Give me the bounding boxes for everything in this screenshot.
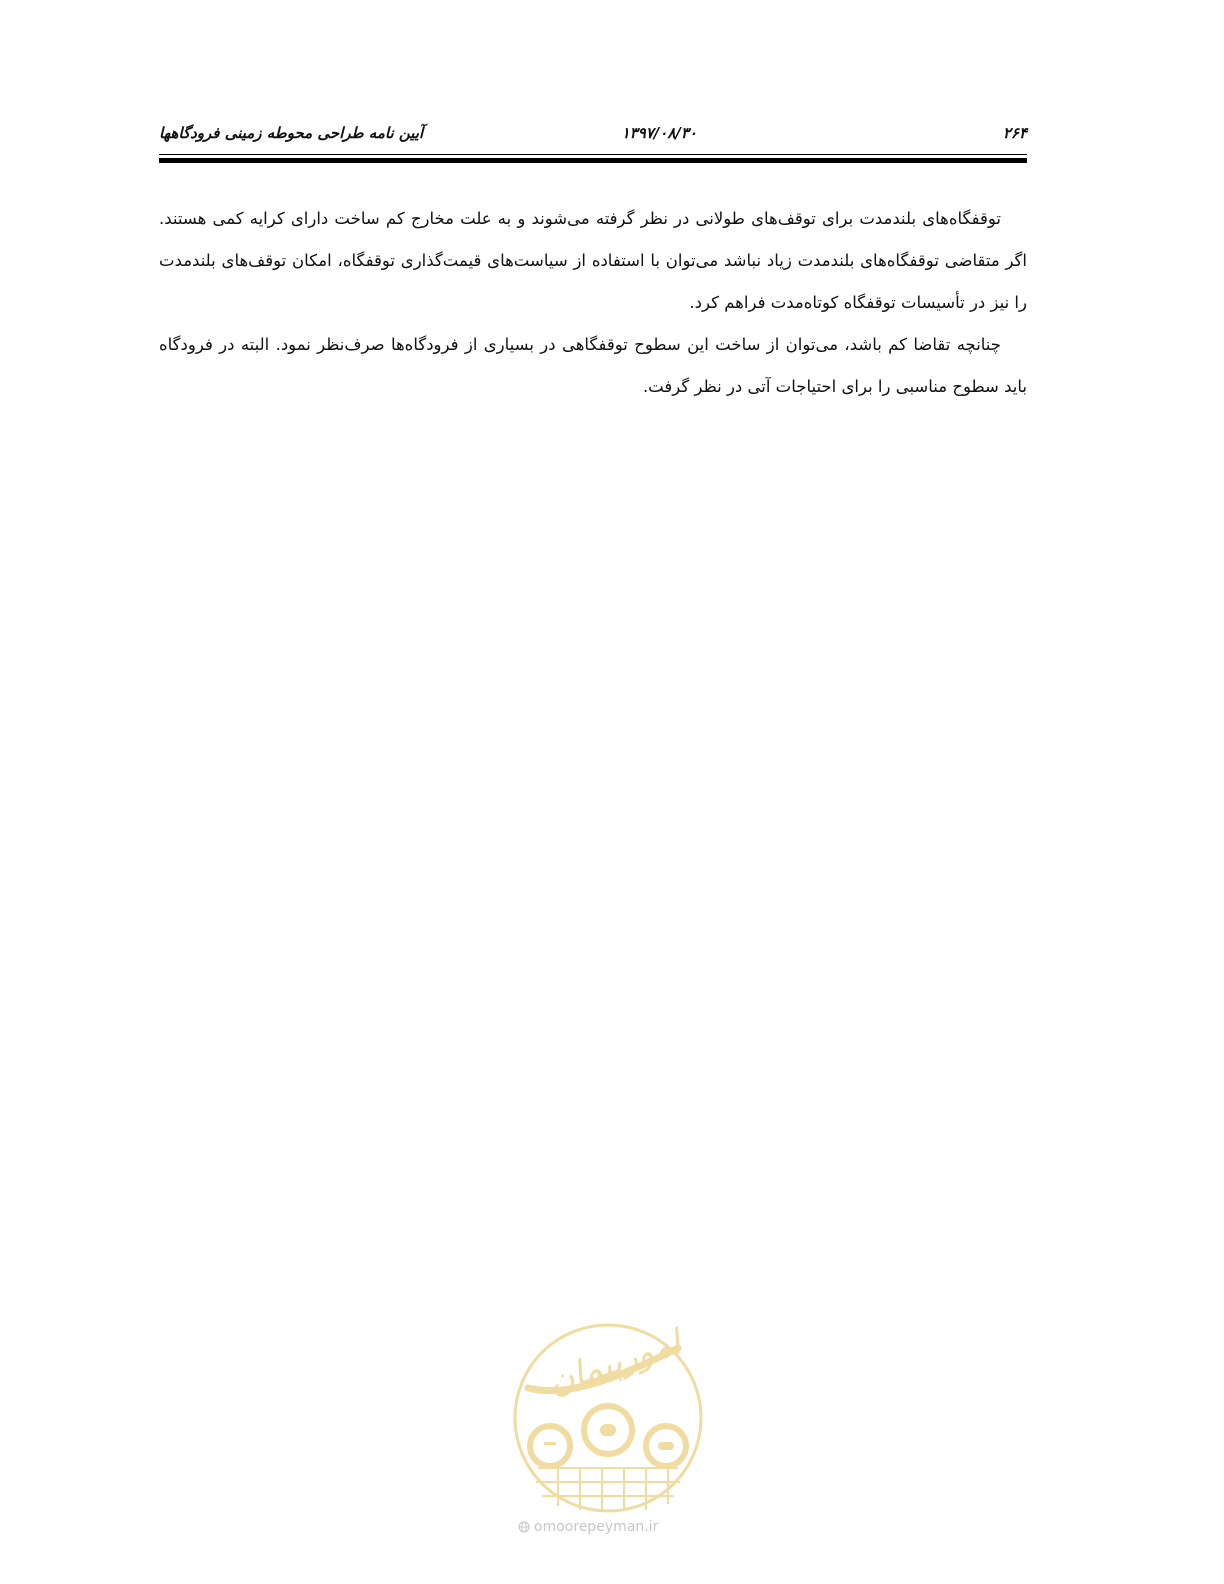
paragraph: چنانچه تقاضا کم باشد، می‌توان از ساخت این سطوح توقفگاهی در بسیاری از فرودگاه‌ها صرف‌نظر نمود. البته در فرودگاه باید سطوح مناسبی را برای احتیاجات آتی در نظر گرفت. [159,335,1027,396]
page-number: ۲۶۴ [1002,124,1027,142]
header-divider-thin [159,154,1027,155]
watermark-logo [508,1318,708,1518]
paragraph: توقفگاه‌های بلندمدت برای توقف‌های طولانی در نظر گرفته می‌شوند و به علت مخارج کم ساخت دارای کرایه کمی هستند. اگر متقاضی توقفگاه‌های بلندمدت زیاد نباشد می‌توان با استفاده از سیاست‌های قیمت‌گذاری توقفگاه، امکان توقف‌های بلندمدت را نیز در تأسیسات توقفگاه کوتاه‌مدت فراهم کرد. [159,209,1027,312]
globe-icon [518,1521,530,1533]
body-text [159,198,1027,408]
watermark-site-text: omoorepeyman.ir [534,1519,659,1535]
page-header [159,118,1027,148]
watermark-site [518,1519,718,1535]
document-date: ۱۳۹۷/۰۸/۳۰ [621,124,697,142]
document-title: آیین نامه طراحی محوطه زمینی فرودگاهها [159,124,424,142]
header-divider-thick [159,158,1027,163]
watermark-logo-text: امورپیمان [543,1322,686,1403]
